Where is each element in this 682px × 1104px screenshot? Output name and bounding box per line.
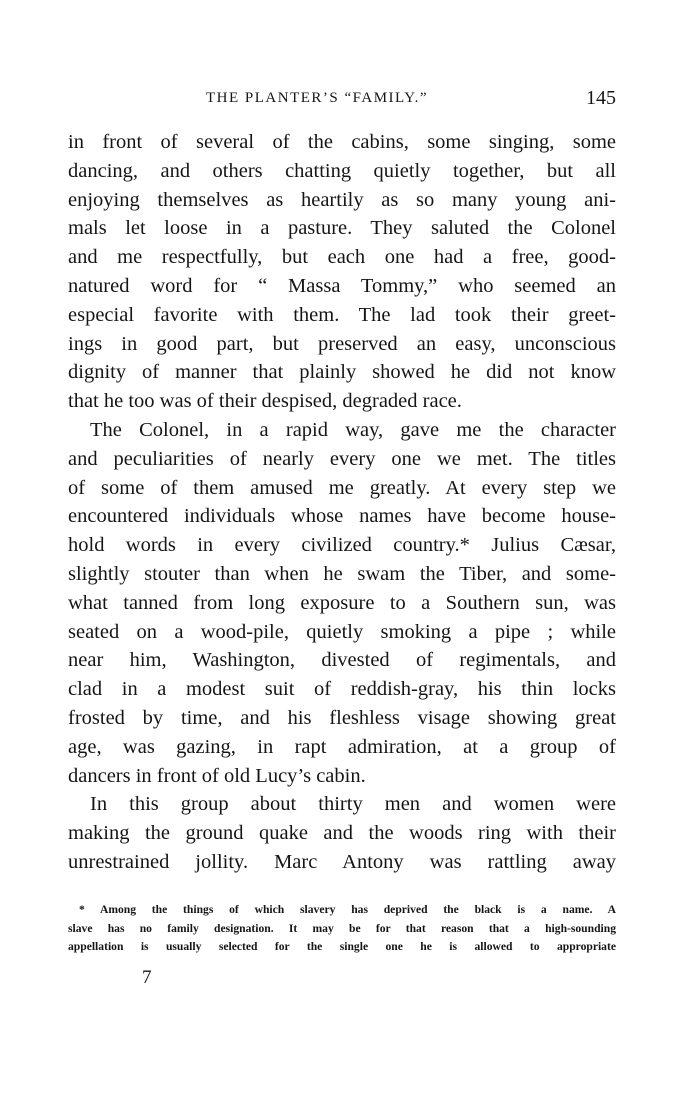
- body-text: [68, 128, 616, 877]
- text-line: unrestrained jollity. Marc Antony was rattling away: [68, 850, 616, 873]
- running-head: [68, 88, 616, 114]
- paragraph-start-line: In this group about thirty men and women were: [90, 793, 616, 816]
- text-line: in front of several of the cabins, some singing, some: [68, 131, 616, 153]
- text-line: dignity of manner that plainly showed he did not know: [68, 361, 616, 384]
- paragraph-end-line: dancers in front of old Lucy’s cabin.: [68, 764, 366, 787]
- text-line: what tanned from long exposure to a Southern sun, was: [68, 591, 616, 614]
- page-number: 145: [586, 87, 616, 109]
- footnote-line: appellation is usually selected for the single one he is allowed to appropriate: [68, 940, 616, 953]
- paragraph-start-line: The Colonel, in a rapid way, gave me the character: [90, 418, 616, 441]
- text-line: dancing, and others chatting quietly together, but all: [68, 159, 616, 182]
- text-line: of some of them amused me greatly. At every step we: [68, 476, 616, 499]
- text-line: especial favorite with them. The lad took their greet-: [68, 303, 616, 326]
- text-line: hold words in every civilized country.* Julius Cæsar,: [68, 534, 616, 557]
- running-title: THE PLANTER’S “FAMILY.”: [206, 90, 429, 106]
- text-line: seated on a wood-pile, quietly smoking a pipe ; while: [68, 620, 616, 643]
- text-line: making the ground quake and the woods ring with their: [68, 822, 616, 845]
- signature-mark: 7: [142, 967, 152, 988]
- text-line: slightly stouter than when he swam the Tiber, and some-: [68, 562, 616, 585]
- paragraph-end-line: that he too was of their despised, degraded race.: [68, 390, 462, 413]
- text-line: near him, Washington, divested of regimentals, and: [68, 649, 616, 672]
- text-line: clad in a modest suit of reddish-gray, his thin locks: [68, 678, 616, 701]
- text-line: encountered individuals whose names have become house-: [68, 505, 616, 528]
- footnote-line: slave has no family designation. It may be for that reason that a high-sounding: [68, 921, 616, 935]
- text-line: frosted by time, and his fleshless visage showing great: [68, 706, 616, 729]
- text-line: enjoying themselves as heartily as so many young ani-: [68, 188, 616, 211]
- text-line: age, was gazing, in rapt admiration, at a group of: [68, 735, 616, 758]
- text-line: and peculiarities of nearly every one we met. The titles: [68, 447, 616, 470]
- text-line: and me respectfully, but each one had a free, good-: [68, 246, 616, 269]
- footnote: [68, 901, 616, 957]
- footnote-line: * Among the things of which slavery has deprived the black is a name. A: [79, 903, 616, 916]
- text-line: mals let loose in a pasture. They saluted the Colonel: [68, 217, 616, 240]
- text-line: natured word for “ Massa Tommy,” who seemed an: [68, 274, 616, 297]
- text-line: ings in good part, but preserved an easy, unconscious: [68, 332, 616, 355]
